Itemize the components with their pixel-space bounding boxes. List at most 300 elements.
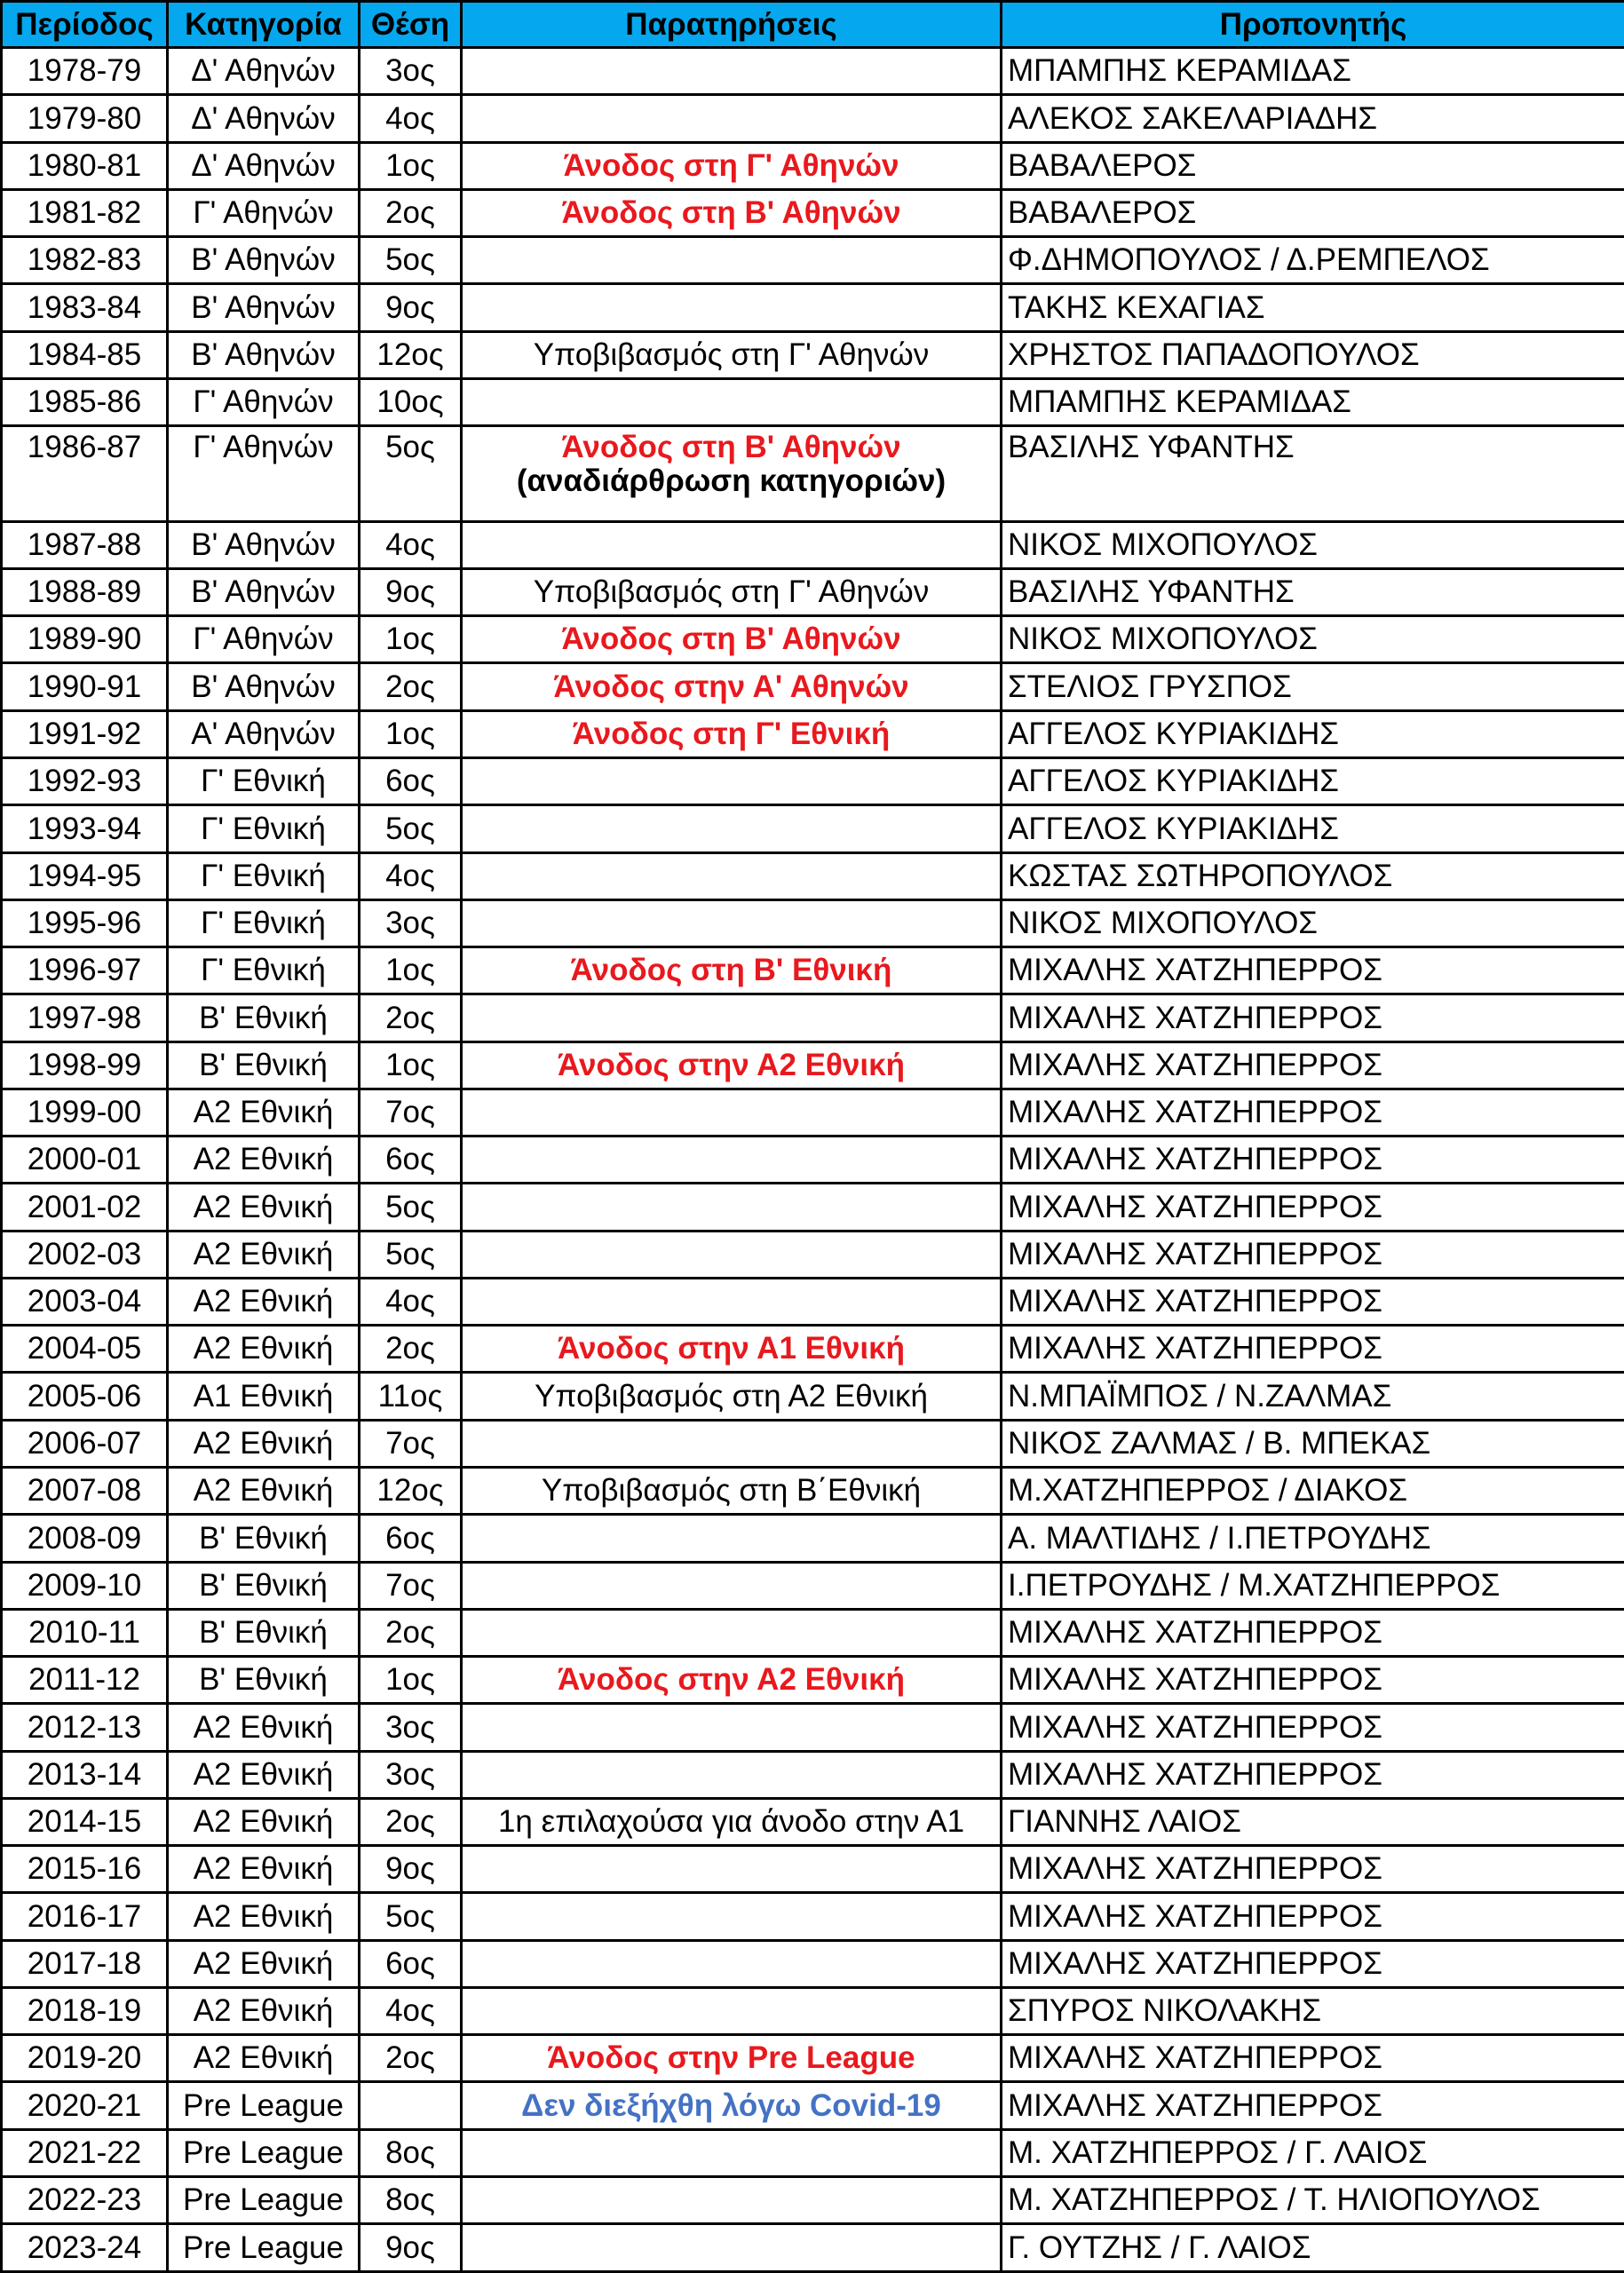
table-row bbox=[2, 2224, 1624, 2272]
note-text: Υποβιβασμός στη Β΄Εθνική bbox=[541, 1473, 922, 1509]
category-cell: Α2 Εθνική bbox=[168, 1420, 360, 1467]
note-text: Υποβιβασμός στη Α2 Εθνική bbox=[535, 1378, 928, 1414]
position-cell: 6ος bbox=[360, 1940, 462, 1987]
coach-cell: ΚΩΣΤΑΣ ΣΩΤΗΡΟΠΟΥΛΟΣ bbox=[1002, 852, 1624, 899]
category-cell: Β' Αθηνών bbox=[168, 521, 360, 568]
notes-cell bbox=[462, 2129, 1002, 2176]
category-cell: Β' Εθνική bbox=[168, 1515, 360, 1562]
coach-cell: ΜΙΧΑΛΗΣ ΧΑΤΖΗΠΕΡΡΟΣ bbox=[1002, 1089, 1624, 1136]
position-cell: 6ος bbox=[360, 758, 462, 805]
table-row bbox=[2, 142, 1624, 189]
header-notes: Παρατηρήσεις bbox=[462, 2, 1002, 48]
position-cell: 5ος bbox=[360, 237, 462, 284]
category-cell: Γ' Εθνική bbox=[168, 758, 360, 805]
category-cell: Γ' Αθηνών bbox=[168, 189, 360, 236]
table-row bbox=[2, 1798, 1624, 1845]
period-cell: 2005-06 bbox=[2, 1373, 168, 1420]
notes-cell bbox=[462, 142, 1002, 189]
position-cell: 7ος bbox=[360, 1562, 462, 1609]
period-cell: 1985-86 bbox=[2, 378, 168, 425]
notes-cell bbox=[462, 1562, 1002, 1609]
table-row bbox=[2, 2082, 1624, 2129]
category-cell: Α1 Εθνική bbox=[168, 1373, 360, 1420]
position-cell: 4ος bbox=[360, 1278, 462, 1325]
note-text: Άνοδος στην Α' Αθηνών bbox=[553, 669, 909, 704]
period-cell: 1999-00 bbox=[2, 1089, 168, 1136]
note-text: Υποβιβασμός στη Γ' Αθηνών bbox=[533, 574, 930, 610]
header-category: Κατηγορία bbox=[168, 2, 360, 48]
period-cell: 2017-18 bbox=[2, 1940, 168, 1987]
table-row bbox=[2, 1278, 1624, 1325]
table-header bbox=[2, 2, 1624, 48]
category-cell: Δ' Αθηνών bbox=[168, 142, 360, 189]
period-cell: 1992-93 bbox=[2, 758, 168, 805]
header-row bbox=[2, 2, 1624, 48]
notes-cell bbox=[462, 1846, 1002, 1893]
position-cell: 2ος bbox=[360, 994, 462, 1041]
position-cell: 3ος bbox=[360, 48, 462, 95]
table-row bbox=[2, 947, 1624, 994]
category-cell: Β' Εθνική bbox=[168, 1609, 360, 1656]
position-cell: 1ος bbox=[360, 142, 462, 189]
period-cell: 1983-84 bbox=[2, 284, 168, 331]
coach-cell: ΜΙΧΑΛΗΣ ΧΑΤΖΗΠΕΡΡΟΣ bbox=[1002, 994, 1624, 1041]
period-cell: 1986-87 bbox=[2, 426, 168, 522]
coach-cell: ΑΓΓΕΛΟΣ ΚΥΡΙΑΚΙΔΗΣ bbox=[1002, 805, 1624, 852]
position-cell: 5ος bbox=[360, 805, 462, 852]
table-row bbox=[2, 1326, 1624, 1373]
position-cell: 10ος bbox=[360, 378, 462, 425]
period-cell: 1995-96 bbox=[2, 899, 168, 946]
notes-cell bbox=[462, 710, 1002, 757]
note-text: Άνοδος στη Β' Εθνική bbox=[570, 953, 892, 988]
coach-cell: ΜΙΧΑΛΗΣ ΧΑΤΖΗΠΕΡΡΟΣ bbox=[1002, 1609, 1624, 1656]
coach-cell: Ν.ΜΠΑΪΜΠΟΣ / Ν.ΖΑΛΜΑΣ bbox=[1002, 1373, 1624, 1420]
table-row bbox=[2, 710, 1624, 757]
period-cell: 1978-79 bbox=[2, 48, 168, 95]
table-row bbox=[2, 805, 1624, 852]
note-text: Άνοδος στην Α1 Εθνική bbox=[558, 1331, 905, 1366]
period-cell: 2019-20 bbox=[2, 2035, 168, 2082]
position-cell: 1ος bbox=[360, 947, 462, 994]
category-cell: Α2 Εθνική bbox=[168, 2035, 360, 2082]
table-body bbox=[2, 48, 1624, 2272]
position-cell: 3ος bbox=[360, 1751, 462, 1798]
table-row bbox=[2, 1987, 1624, 2034]
position-cell: 1ος bbox=[360, 616, 462, 663]
position-cell: 8ος bbox=[360, 2176, 462, 2223]
table-row bbox=[2, 1609, 1624, 1656]
coach-cell: Ι.ΠΕΤΡΟΥΔΗΣ / Μ.ΧΑΤΖΗΠΕΡΡΟΣ bbox=[1002, 1562, 1624, 1609]
category-cell: Β' Εθνική bbox=[168, 1562, 360, 1609]
position-cell: 12ος bbox=[360, 1468, 462, 1515]
period-cell: 2010-11 bbox=[2, 1609, 168, 1656]
period-cell: 2003-04 bbox=[2, 1278, 168, 1325]
table-row bbox=[2, 1468, 1624, 1515]
table-row bbox=[2, 1846, 1624, 1893]
category-cell: Pre League bbox=[168, 2224, 360, 2272]
category-cell: Β' Αθηνών bbox=[168, 237, 360, 284]
position-cell: 7ος bbox=[360, 1420, 462, 1467]
coach-cell: ΑΛΕΚΟΣ ΣΑΚΕΛΑΡΙΑΔΗΣ bbox=[1002, 95, 1624, 142]
category-cell: Α' Αθηνών bbox=[168, 710, 360, 757]
notes-cell bbox=[462, 1231, 1002, 1278]
period-cell: 1993-94 bbox=[2, 805, 168, 852]
coach-cell: ΒΑΒΑΛΕΡΟΣ bbox=[1002, 142, 1624, 189]
position-cell bbox=[360, 2082, 462, 2129]
note-text: Άνοδος στην Α2 Εθνική bbox=[558, 1047, 905, 1082]
position-cell: 5ος bbox=[360, 1184, 462, 1231]
category-cell: Β' Αθηνών bbox=[168, 284, 360, 331]
coach-cell: Μ. ΧΑΤΖΗΠΕΡΡΟΣ / Τ. ΗΛΙΟΠΟΥΛΟΣ bbox=[1002, 2176, 1624, 2223]
period-cell: 2009-10 bbox=[2, 1562, 168, 1609]
notes-cell bbox=[462, 758, 1002, 805]
table-row bbox=[2, 852, 1624, 899]
period-cell: 2012-13 bbox=[2, 1704, 168, 1751]
category-cell: Β' Εθνική bbox=[168, 1041, 360, 1089]
header-position: Θέση bbox=[360, 2, 462, 48]
notes-cell bbox=[462, 1184, 1002, 1231]
table-row bbox=[2, 378, 1624, 425]
notes-cell bbox=[462, 616, 1002, 663]
coach-cell: ΜΙΧΑΛΗΣ ΧΑΤΖΗΠΕΡΡΟΣ bbox=[1002, 1326, 1624, 1373]
category-cell: Α2 Εθνική bbox=[168, 1704, 360, 1751]
period-cell: 2020-21 bbox=[2, 2082, 168, 2129]
category-cell: Α2 Εθνική bbox=[168, 1278, 360, 1325]
notes-cell bbox=[462, 1798, 1002, 1845]
period-cell: 1980-81 bbox=[2, 142, 168, 189]
category-cell: Α2 Εθνική bbox=[168, 1184, 360, 1231]
table-row bbox=[2, 1704, 1624, 1751]
table-row bbox=[2, 2176, 1624, 2223]
position-cell: 1ος bbox=[360, 1041, 462, 1089]
period-cell: 2022-23 bbox=[2, 2176, 168, 2223]
header-period: Περίοδος bbox=[2, 2, 168, 48]
table-row bbox=[2, 331, 1624, 378]
notes-cell bbox=[462, 237, 1002, 284]
category-cell: Α2 Εθνική bbox=[168, 1798, 360, 1845]
coach-cell: ΧΡΗΣΤΟΣ ΠΑΠΑΔΟΠΟΥΛΟΣ bbox=[1002, 331, 1624, 378]
notes-cell bbox=[462, 48, 1002, 95]
table-row bbox=[2, 758, 1624, 805]
category-cell: Pre League bbox=[168, 2082, 360, 2129]
category-cell: Α2 Εθνική bbox=[168, 1987, 360, 2034]
coach-cell: ΜΙΧΑΛΗΣ ΧΑΤΖΗΠΕΡΡΟΣ bbox=[1002, 1846, 1624, 1893]
table-row bbox=[2, 1657, 1624, 1704]
notes-cell bbox=[462, 2176, 1002, 2223]
table-row bbox=[2, 237, 1624, 284]
position-cell: 2ος bbox=[360, 1798, 462, 1845]
table-row bbox=[2, 663, 1624, 710]
note-text: (αναδιάρθρωση κατηγοριών) bbox=[516, 463, 947, 498]
category-cell: Α2 Εθνική bbox=[168, 1089, 360, 1136]
position-cell: 2ος bbox=[360, 1609, 462, 1656]
position-cell: 6ος bbox=[360, 1136, 462, 1184]
position-cell: 3ος bbox=[360, 1704, 462, 1751]
coach-cell: ΜΙΧΑΛΗΣ ΧΑΤΖΗΠΕΡΡΟΣ bbox=[1002, 2035, 1624, 2082]
coach-cell: ΜΙΧΑΛΗΣ ΧΑΤΖΗΠΕΡΡΟΣ bbox=[1002, 1704, 1624, 1751]
notes-cell bbox=[462, 1089, 1002, 1136]
table-row bbox=[2, 1184, 1624, 1231]
notes-cell bbox=[462, 95, 1002, 142]
notes-cell bbox=[462, 994, 1002, 1041]
coach-cell: ΝΙΚΟΣ ΜΙΧΟΠΟΥΛΟΣ bbox=[1002, 521, 1624, 568]
category-cell: Α2 Εθνική bbox=[168, 1846, 360, 1893]
period-cell: 1979-80 bbox=[2, 95, 168, 142]
period-cell: 2008-09 bbox=[2, 1515, 168, 1562]
position-cell: 11ος bbox=[360, 1373, 462, 1420]
category-cell: Α2 Εθνική bbox=[168, 1940, 360, 1987]
note-text: Άνοδος στη Γ' Αθηνών bbox=[563, 147, 899, 183]
coach-cell: ΣΠΥΡΟΣ ΝΙΚΟΛΑΚΗΣ bbox=[1002, 1987, 1624, 2034]
table-row bbox=[2, 1893, 1624, 1940]
notes-cell bbox=[462, 426, 1002, 522]
coach-cell: ΜΠΑΜΠΗΣ ΚΕΡΑΜΙΔΑΣ bbox=[1002, 48, 1624, 95]
period-cell: 2015-16 bbox=[2, 1846, 168, 1893]
period-cell: 2001-02 bbox=[2, 1184, 168, 1231]
position-cell: 7ος bbox=[360, 1089, 462, 1136]
coach-cell: ΓΙΑΝΝΗΣ ΛΑΙΟΣ bbox=[1002, 1798, 1624, 1845]
coach-cell: ΤΑΚΗΣ ΚΕΧΑΓΙΑΣ bbox=[1002, 284, 1624, 331]
coach-cell: Γ. ΟΥΤΖΗΣ / Γ. ΛΑΙΟΣ bbox=[1002, 2224, 1624, 2272]
notes-cell bbox=[462, 1893, 1002, 1940]
table-row bbox=[2, 284, 1624, 331]
position-cell: 2ος bbox=[360, 663, 462, 710]
period-cell: 2011-12 bbox=[2, 1657, 168, 1704]
coach-cell: Μ. ΧΑΤΖΗΠΕΡΡΟΣ / Γ. ΛΑΙΟΣ bbox=[1002, 2129, 1624, 2176]
table-row bbox=[2, 616, 1624, 663]
notes-cell bbox=[462, 899, 1002, 946]
category-cell: Δ' Αθηνών bbox=[168, 95, 360, 142]
category-cell: Γ' Αθηνών bbox=[168, 378, 360, 425]
table-row bbox=[2, 1373, 1624, 1420]
notes-cell bbox=[462, 1278, 1002, 1325]
table-row bbox=[2, 189, 1624, 236]
period-cell: 2000-01 bbox=[2, 1136, 168, 1184]
table-row bbox=[2, 1420, 1624, 1467]
period-cell: 2004-05 bbox=[2, 1326, 168, 1373]
position-cell: 5ος bbox=[360, 1893, 462, 1940]
category-cell: Α2 Εθνική bbox=[168, 1468, 360, 1515]
period-cell: 2021-22 bbox=[2, 2129, 168, 2176]
position-cell: 9ος bbox=[360, 284, 462, 331]
position-cell: 2ος bbox=[360, 189, 462, 236]
notes-cell bbox=[462, 1609, 1002, 1656]
coach-cell: ΝΙΚΟΣ ΜΙΧΟΠΟΥΛΟΣ bbox=[1002, 616, 1624, 663]
category-cell: Γ' Εθνική bbox=[168, 899, 360, 946]
note-text: 1η επιλαχούσα για άνοδο στην Α1 bbox=[497, 1804, 965, 1840]
coach-cell: ΜΙΧΑΛΗΣ ΧΑΤΖΗΠΕΡΡΟΣ bbox=[1002, 1893, 1624, 1940]
category-cell: Γ' Εθνική bbox=[168, 852, 360, 899]
note-text: Υποβιβασμός στη Γ' Αθηνών bbox=[533, 337, 930, 372]
coach-cell: ΜΠΑΜΠΗΣ ΚΕΡΑΜΙΔΑΣ bbox=[1002, 378, 1624, 425]
position-cell: 9ος bbox=[360, 568, 462, 615]
period-cell: 1988-89 bbox=[2, 568, 168, 615]
coach-cell: ΝΙΚΟΣ ΜΙΧΟΠΟΥΛΟΣ bbox=[1002, 899, 1624, 946]
position-cell: 3ος bbox=[360, 899, 462, 946]
table-row bbox=[2, 1089, 1624, 1136]
category-cell: Γ' Αθηνών bbox=[168, 426, 360, 522]
category-cell: Β' Αθηνών bbox=[168, 568, 360, 615]
period-cell: 2016-17 bbox=[2, 1893, 168, 1940]
period-cell: 1987-88 bbox=[2, 521, 168, 568]
position-cell: 1ος bbox=[360, 1657, 462, 1704]
position-cell: 1ος bbox=[360, 710, 462, 757]
notes-cell bbox=[462, 1420, 1002, 1467]
coach-cell: ΒΑΣΙΛΗΣ ΥΦΑΝΤΗΣ bbox=[1002, 426, 1624, 522]
note-text: Δεν διεξήχθη λόγω Covid-19 bbox=[521, 2087, 941, 2123]
coach-cell: ΜΙΧΑΛΗΣ ΧΑΤΖΗΠΕΡΡΟΣ bbox=[1002, 1184, 1624, 1231]
coach-cell: Φ.ΔΗΜΟΠΟΥΛΟΣ / Δ.ΡΕΜΠΕΛΟΣ bbox=[1002, 237, 1624, 284]
period-cell: 2023-24 bbox=[2, 2224, 168, 2272]
coach-cell: ΑΓΓΕΛΟΣ ΚΥΡΙΑΚΙΔΗΣ bbox=[1002, 710, 1624, 757]
notes-cell bbox=[462, 2224, 1002, 2272]
table-row bbox=[2, 48, 1624, 95]
table-row bbox=[2, 1751, 1624, 1798]
position-cell: 9ος bbox=[360, 1846, 462, 1893]
coach-cell: ΜΙΧΑΛΗΣ ΧΑΤΖΗΠΕΡΡΟΣ bbox=[1002, 1041, 1624, 1089]
table-row bbox=[2, 1041, 1624, 1089]
category-cell: Pre League bbox=[168, 2176, 360, 2223]
category-cell: Β' Αθηνών bbox=[168, 663, 360, 710]
note-text: Άνοδος στη Β' Αθηνών bbox=[561, 622, 901, 657]
note-text: Άνοδος στη Β' Αθηνών bbox=[561, 195, 901, 231]
period-cell: 2006-07 bbox=[2, 1420, 168, 1467]
notes-cell bbox=[462, 331, 1002, 378]
coach-cell: ΒΑΒΑΛΕΡΟΣ bbox=[1002, 189, 1624, 236]
notes-cell bbox=[462, 284, 1002, 331]
coach-cell: ΝΙΚΟΣ ΖΑΛΜΑΣ / Β. ΜΠΕΚΑΣ bbox=[1002, 1420, 1624, 1467]
period-cell: 2007-08 bbox=[2, 1468, 168, 1515]
table-row bbox=[2, 899, 1624, 946]
notes-cell bbox=[462, 189, 1002, 236]
coach-cell: ΣΤΕΛΙΟΣ ΓΡΥΣΠΟΣ bbox=[1002, 663, 1624, 710]
notes-cell bbox=[462, 521, 1002, 568]
category-cell: Β' Εθνική bbox=[168, 1657, 360, 1704]
category-cell: Α2 Εθνική bbox=[168, 1326, 360, 1373]
table-row bbox=[2, 1515, 1624, 1562]
table-row bbox=[2, 521, 1624, 568]
position-cell: 4ος bbox=[360, 521, 462, 568]
notes-cell bbox=[462, 805, 1002, 852]
notes-cell bbox=[462, 1515, 1002, 1562]
notes-cell bbox=[462, 1987, 1002, 2034]
period-cell: 2002-03 bbox=[2, 1231, 168, 1278]
notes-cell bbox=[462, 852, 1002, 899]
notes-cell bbox=[462, 1704, 1002, 1751]
position-cell: 5ος bbox=[360, 1231, 462, 1278]
notes-cell bbox=[462, 1136, 1002, 1184]
notes-cell bbox=[462, 1468, 1002, 1515]
notes-cell bbox=[462, 568, 1002, 615]
notes-cell bbox=[462, 1940, 1002, 1987]
note-text: Άνοδος στην Pre League bbox=[547, 2040, 915, 2076]
table-row bbox=[2, 994, 1624, 1041]
period-cell: 1981-82 bbox=[2, 189, 168, 236]
notes-cell bbox=[462, 2035, 1002, 2082]
table-row bbox=[2, 1940, 1624, 1987]
note-text: Άνοδος στην Α2 Εθνική bbox=[558, 1662, 905, 1698]
notes-cell bbox=[462, 947, 1002, 994]
period-cell: 2013-14 bbox=[2, 1751, 168, 1798]
table-row bbox=[2, 2035, 1624, 2082]
coach-cell: ΜΙΧΑΛΗΣ ΧΑΤΖΗΠΕΡΡΟΣ bbox=[1002, 1940, 1624, 1987]
notes-cell bbox=[462, 1657, 1002, 1704]
coach-cell: Α. ΜΑΛΤΙΔΗΣ / Ι.ΠΕΤΡΟΥΔΗΣ bbox=[1002, 1515, 1624, 1562]
note-text: Άνοδος στη Γ' Εθνική bbox=[572, 716, 891, 751]
category-cell: Δ' Αθηνών bbox=[168, 48, 360, 95]
category-cell: Α2 Εθνική bbox=[168, 1751, 360, 1798]
position-cell: 4ος bbox=[360, 852, 462, 899]
category-cell: Pre League bbox=[168, 2129, 360, 2176]
position-cell: 9ος bbox=[360, 2224, 462, 2272]
position-cell: 8ος bbox=[360, 2129, 462, 2176]
coach-cell: ΜΙΧΑΛΗΣ ΧΑΤΖΗΠΕΡΡΟΣ bbox=[1002, 1751, 1624, 1798]
table-row bbox=[2, 95, 1624, 142]
category-cell: Β' Αθηνών bbox=[168, 331, 360, 378]
notes-cell bbox=[462, 2082, 1002, 2129]
category-cell: Α2 Εθνική bbox=[168, 1136, 360, 1184]
coach-cell: ΜΙΧΑΛΗΣ ΧΑΤΖΗΠΕΡΡΟΣ bbox=[1002, 1136, 1624, 1184]
period-cell: 2018-19 bbox=[2, 1987, 168, 2034]
coach-cell: ΜΙΧΑΛΗΣ ΧΑΤΖΗΠΕΡΡΟΣ bbox=[1002, 947, 1624, 994]
coach-cell: ΜΙΧΑΛΗΣ ΧΑΤΖΗΠΕΡΡΟΣ bbox=[1002, 1657, 1624, 1704]
table-row bbox=[2, 1231, 1624, 1278]
period-cell: 1990-91 bbox=[2, 663, 168, 710]
period-cell: 1982-83 bbox=[2, 237, 168, 284]
table-row bbox=[2, 426, 1624, 522]
category-cell: Β' Εθνική bbox=[168, 994, 360, 1041]
period-cell: 1991-92 bbox=[2, 710, 168, 757]
notes-cell bbox=[462, 1373, 1002, 1420]
period-cell: 1984-85 bbox=[2, 331, 168, 378]
position-cell: 12ος bbox=[360, 331, 462, 378]
period-cell: 1998-99 bbox=[2, 1041, 168, 1089]
notes-cell bbox=[462, 1041, 1002, 1089]
table-row bbox=[2, 568, 1624, 615]
coach-cell: ΑΓΓΕΛΟΣ ΚΥΡΙΑΚΙΔΗΣ bbox=[1002, 758, 1624, 805]
notes-cell bbox=[462, 663, 1002, 710]
period-cell: 1997-98 bbox=[2, 994, 168, 1041]
coach-cell: ΒΑΣΙΛΗΣ ΥΦΑΝΤΗΣ bbox=[1002, 568, 1624, 615]
table-row bbox=[2, 1562, 1624, 1609]
category-cell: Γ' Εθνική bbox=[168, 947, 360, 994]
period-cell: 1996-97 bbox=[2, 947, 168, 994]
category-cell: Γ' Εθνική bbox=[168, 805, 360, 852]
category-cell: Α2 Εθνική bbox=[168, 1893, 360, 1940]
notes-cell bbox=[462, 1326, 1002, 1373]
coach-cell: ΜΙΧΑΛΗΣ ΧΑΤΖΗΠΕΡΡΟΣ bbox=[1002, 1231, 1624, 1278]
period-cell: 1989-90 bbox=[2, 616, 168, 663]
position-cell: 6ος bbox=[360, 1515, 462, 1562]
position-cell: 2ος bbox=[360, 2035, 462, 2082]
position-cell: 4ος bbox=[360, 95, 462, 142]
period-cell: 2014-15 bbox=[2, 1798, 168, 1845]
notes-cell bbox=[462, 1751, 1002, 1798]
note-text: Άνοδος στη Β' Αθηνών bbox=[561, 430, 901, 465]
header-coach: Προπονητής bbox=[1002, 2, 1624, 48]
table-row bbox=[2, 1136, 1624, 1184]
category-cell: Α2 Εθνική bbox=[168, 1231, 360, 1278]
coach-cell: ΜΙΧΑΛΗΣ ΧΑΤΖΗΠΕΡΡΟΣ bbox=[1002, 2082, 1624, 2129]
coach-cell: Μ.ΧΑΤΖΗΠΕΡΡΟΣ / ΔΙΑΚΟΣ bbox=[1002, 1468, 1624, 1515]
coach-cell: ΜΙΧΑΛΗΣ ΧΑΤΖΗΠΕΡΡΟΣ bbox=[1002, 1278, 1624, 1325]
period-cell: 1994-95 bbox=[2, 852, 168, 899]
position-cell: 4ος bbox=[360, 1987, 462, 2034]
position-cell: 2ος bbox=[360, 1326, 462, 1373]
position-cell: 5ος bbox=[360, 426, 462, 522]
category-cell: Γ' Αθηνών bbox=[168, 616, 360, 663]
